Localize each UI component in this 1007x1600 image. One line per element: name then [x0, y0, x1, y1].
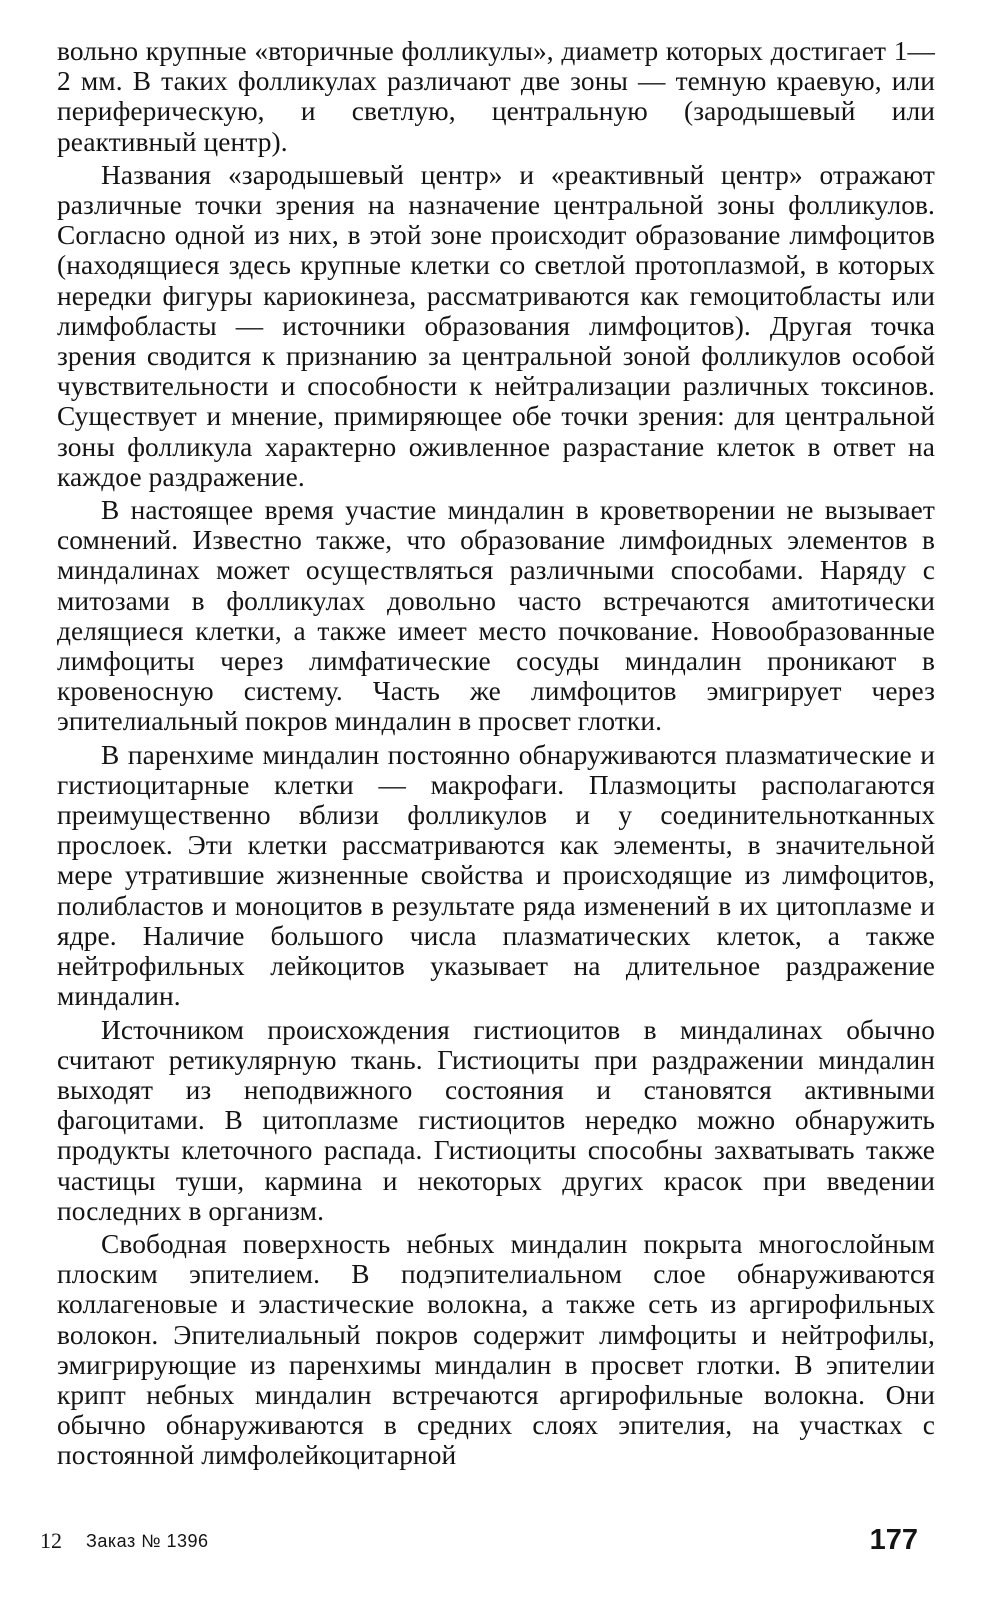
body-text: [57, 36, 935, 1471]
paragraph-parenchyma-cells: В паренхиме миндалин постоянно обнаруживаются плазматические и гистиоцитарные клетки — макрофаги. Плазмоциты располагаются преимущественно вблизи фолликулов и у соединительнотканных прослоек. Эти клетки рассматриваются как элементы, в значительной мере утратившие жизненные свойства и происходящие из лимфоцитов, полибластов и моноцитов в результате ряда изменений в их цитоплазме и ядре. Наличие большого числа плазматических клеток, а также нейтрофильных лейкоцитов указывает на длительное раздражение миндалин.: [57, 739, 935, 1012]
paragraph-centers-naming: Названия «зародышевый центр» и «реактивный центр» отражают различные точки зрения на назначение центральной зоны фолликулов. Согласно одной из них, в этой зоне происходит образование лимфоцитов (находящиеся здесь крупные клетки со светлой протоплазмой, в которых нередки фигуры кариокинеза, рассматриваются как гемоцитобласты или лимфобласты — источники образования лимфоцитов). Другая точка зрения сводится к признанию за центральной зоной фолликулов особой чувствительности и способности к нейтрализации различных токсинов. Существует и мнение, примиряющее обе точки зрения: для центральной зоны фолликула характерно оживленное разрастание клеток в ответ на каждое раздражение.: [57, 159, 935, 492]
paragraph-continuation: вольно крупные «вторичные фолликулы», диаметр которых достигает 1—2 мм. В таких фолликулах различают две зоны — темную краевую, или периферическую, и светлую, центральную (зародышевый или реактивный центр).: [57, 36, 935, 157]
print-order-number: Заказ № 1396: [86, 1531, 209, 1551]
signature-mark: 12: [40, 1528, 62, 1553]
page-number: 177: [869, 1524, 918, 1556]
paragraph-histiocytes: Источником происхождения гистиоцитов в миндалинах обычно считают ретикулярную ткань. Гистиоциты при раздражении миндалин выходят из неподвижного состояния и становятся активными фагоцитами. В цитоплазме гистиоцитов нередко можно обнаружить продукты клеточного распада. Гистиоциты способны захватывать также частицы туши, кармина и некоторых других красок при введении последних в организм.: [57, 1014, 935, 1226]
page-footer: [40, 1524, 940, 1560]
paragraph-epithelium: Свободная поверхность небных миндалин покрыта многослойным плоским эпителием. В подэпителиальном слое обнаруживаются коллагеновые и эластические волокна, а также сеть из аргирофильных волокон. Эпителиальный покров содержит лимфоциты и нейтрофилы, эмигрирующие из паренхимы миндалин в просвет глотки. В эпителии крипт небных миндалин встречаются аргирофильные волокна. Они обычно обнаруживаются в средних слоях эпителия, на участках с постоянной лимфолейкоцитарной: [57, 1228, 935, 1471]
paragraph-hematopoiesis: В настоящее время участие миндалин в кроветворении не вызывает сомнений. Известно также, что образование лимфоидных элементов в миндалинах может осуществляться различными способами. Наряду с митозами в фолликулах довольно часто встречаются амитотически делящиеся клетки, а также имеет место почкование. Новообразованные лимфоциты через лимфатические сосуды миндалин проникают в кровеносную систему. Часть же лимфоцитов эмигрирует через эпителиальный покров миндалин в просвет глотки.: [57, 495, 935, 737]
